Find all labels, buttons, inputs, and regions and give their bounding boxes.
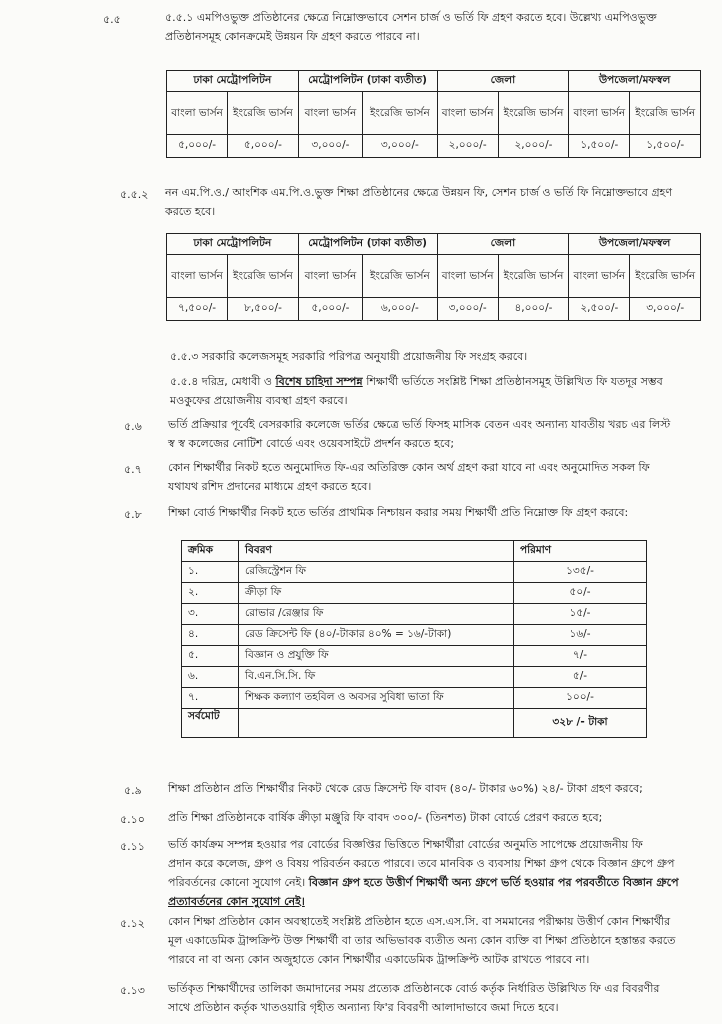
table-subheader: ইংরেজি ভার্সন: [498, 92, 569, 135]
table-cell: ৭.: [182, 688, 239, 709]
table-cell: ২,০০০/-: [437, 135, 498, 158]
paragraph-line: মওকুফের প্রয়োজনীয় ব্যবস্থা গ্রহণ করবে।: [170, 394, 348, 407]
paragraph-5-7: [168, 458, 708, 496]
table-header: মেট্রোপলিটন (ঢাকা ব্যতীত): [298, 234, 437, 255]
table-cell: ১০০/-: [514, 688, 647, 709]
table-cell: ১,৫০০/-: [569, 135, 630, 158]
table-row: [182, 604, 647, 625]
table-cell: ২,৫০০/-: [569, 298, 630, 321]
table-row: [182, 688, 647, 709]
paragraph-5-11: [168, 835, 708, 911]
paragraph-5-10: প্রতি শিক্ষা প্রতিষ্ঠানকে বার্ষিক ক্রীড়া মঞ্জুরি ফি বাবদ ৩০০/- (তিনশত) টাকা বোর্ডে প্রেরণ করতে হবে;: [168, 811, 603, 824]
table-cell: ৩,০০০/-: [630, 298, 701, 321]
table-cell: রেড ক্রিসেন্ট ফি (৪০/-টাকার ৪০% = ১৬/-টাকা): [239, 625, 514, 646]
paragraph-5-13: [168, 979, 708, 1017]
table-subheader: বাংলা ভার্সন: [569, 255, 630, 298]
subsection-number: ৫.৫.১: [165, 11, 194, 24]
table-subheader: বাংলা ভার্সন: [437, 255, 498, 298]
section-number: ৫.১১: [120, 840, 145, 853]
table-cell: ৪.: [182, 625, 239, 646]
table-cell: ২.: [182, 583, 239, 604]
total-value: ৩২৮ /- টাকা: [514, 709, 647, 738]
table-subheader: বাংলা ভার্সন: [437, 92, 498, 135]
table-header: ক্রমিক: [182, 541, 239, 562]
emphasis-text: বিজ্ঞান গ্রুপ হতে উত্তীর্ণ শিক্ষার্থী অন্য গ্রুপে ভর্তি হওয়ার পর পরবর্তীতে বিজ্ঞান গ্রুপে: [308, 876, 679, 889]
table-cell: ৪,০০০/-: [498, 298, 569, 321]
table-header: উপজেলা/মফস্বল: [569, 234, 701, 255]
section-number: ৫.৫: [103, 13, 121, 26]
table-cell: ৬,০০০/-: [363, 298, 437, 321]
table-header: পরিমাণ: [514, 541, 647, 562]
table-cell: ৬.: [182, 667, 239, 688]
board-fee-table: [181, 540, 647, 738]
table-subheader: বাংলা ভার্সন: [298, 92, 362, 135]
table-cell: ৫০/-: [514, 583, 647, 604]
paragraph-line: ভর্তিকৃত শিক্ষার্থীদের তালিকা জমাদানের সময় প্রত্যেক প্রতিষ্ঠানকে বোর্ড কর্তৃক নির্ধারিত উল্লিখিত ফি এর বিবরণীর: [168, 982, 660, 995]
paragraph-line: কোন শিক্ষার্থীর নিকট হতে অনুমোদিত ফি-এর অতিরিক্ত কোন অর্থ গ্রহণ করা যাবে না এবং অনুমোদিত সকল ফি: [168, 461, 650, 474]
paragraph-5-5-1: [165, 8, 705, 46]
paragraph-line: স্ব স্ব কলেজের নোটিশ বোর্ডে এবং ওয়েবসাইটে প্রদর্শন করতে হবে;: [168, 437, 455, 450]
table-subheader: ইংরেজি ভার্সন: [498, 255, 569, 298]
table-subheader: ইংরেজি ভার্সন: [630, 92, 701, 135]
table-cell: ১৫/-: [514, 604, 647, 625]
table-subheader: বাংলা ভার্সন: [298, 255, 362, 298]
table-cell: ১৬/-: [514, 625, 647, 646]
section-number: ৫.১৩: [120, 984, 145, 997]
paragraph-text: পরিবর্তনের কোনো সুযোগ নেই।: [168, 876, 309, 889]
paragraph-line: করতে হবে।: [165, 205, 216, 218]
table-cell: ক্রীড়া ফি: [239, 583, 514, 604]
table-header: জেলা: [437, 234, 569, 255]
paragraph-line: যথাযথ রশিদ প্রদানের মাধ্যমে গ্রহণ করতে হবে।: [168, 480, 372, 493]
table-cell: বিজ্ঞান ও প্রযুক্তি ফি: [239, 646, 514, 667]
table-header: ঢাকা মেট্রোপলিটন: [167, 71, 299, 92]
table-cell: ১৩৫/-: [514, 562, 647, 583]
table-header: বিবরণ: [239, 541, 514, 562]
table-cell: ১,৫০০/-: [630, 135, 701, 158]
table-cell: ৩,০০০/-: [298, 135, 362, 158]
table-cell: ৫,০০০/-: [167, 135, 228, 158]
paragraph-line: প্রদান করে কলেজ, গ্রুপ ও বিষয় পরিবর্তন করতে পারবে। তবে মানবিক ও ব্যবসায় শিক্ষা গ্রুপ থেকে বিজ্ঞান গ্রুপে গ্রুপ: [168, 857, 675, 870]
table-cell: [239, 709, 514, 738]
table-subheader: ইংরেজি ভার্সন: [363, 255, 437, 298]
table-row: [182, 625, 647, 646]
section-number: ৫.১০: [120, 813, 145, 826]
table-subheader: বাংলা ভার্সন: [167, 92, 228, 135]
fee-table-non-mpo: [166, 233, 701, 321]
paragraph-line: নন এম.পি.ও./ আংশিক এম.পি.ও.ভুক্ত শিক্ষা প্রতিষ্ঠানের ক্ষেত্রে উন্নয়ন ফি, সেশন চার্জ ও ভর্তি ফি নিম্নোক্তভাবে গ্রহণ: [165, 186, 672, 199]
total-row: [182, 709, 647, 738]
table-cell: বি.এন.সি.সি. ফি: [239, 667, 514, 688]
paragraph-5-5-3: ৫.৫.৩ সরকারি কলেজসমূহ সরকারি পরিপত্র অনুযায়ী প্রয়োজনীয় ফি সংগ্রহ করবে।: [170, 350, 528, 363]
table-subheader: ইংরেজি ভার্সন: [228, 92, 299, 135]
fee-table-mpo: [166, 70, 701, 158]
table-cell: ১.: [182, 562, 239, 583]
paragraph-text: ৫.৫.৪ দরিদ্র, মেধাবী ও: [170, 375, 276, 388]
paragraph-5-8: শিক্ষা বোর্ড শিক্ষার্থীর নিকট হতে ভর্তির প্রাথমিক নিশ্চায়ন করার সময় শিক্ষার্থী প্রতি নিম্নোক্ত ফি গ্রহণ করবে:: [168, 506, 629, 519]
table-row: [182, 562, 647, 583]
table-subheader: ইংরেজি ভার্সন: [228, 255, 299, 298]
paragraph-line: পারবে না বা অন্য কোন অজুহাতে কোন শিক্ষার্থীর একাডেমিক ট্রান্সক্রিপ্ট আটক রাখতে পারবে না।: [168, 953, 590, 966]
total-label: সর্বমোট: [182, 709, 239, 738]
table-subheader: বাংলা ভার্সন: [167, 255, 228, 298]
table-header: জেলা: [437, 71, 569, 92]
table-cell: ৩.: [182, 604, 239, 625]
table-subheader: বাংলা ভার্সন: [569, 92, 630, 135]
emphasis-text: বিশেষ চাহিদা সম্পন্ন: [275, 375, 363, 388]
paragraph-line: প্রতিষ্ঠানসমূহ কোনক্রমেই উন্নয়ন ফি গ্রহণ করতে পারবে না।: [165, 30, 420, 43]
paragraph-line: সাথে প্রতিষ্ঠান কর্তৃক খাতওয়ারি গৃহীত অন্যান্য ফি'র বিবরণী আলাদাভাবে জমা দিতে হবে।: [168, 1001, 559, 1014]
table-subheader: ইংরেজি ভার্সন: [630, 255, 701, 298]
table-header: উপজেলা/মফস্বল: [569, 71, 701, 92]
table-subheader: ইংরেজি ভার্সন: [363, 92, 437, 135]
section-number: ৫.৫.২: [120, 188, 149, 201]
paragraph-line: মূল একাডেমিক ট্রান্সক্রিপ্ট উক্ত শিক্ষার্থী বা তার অভিভাবক ব্যতীত অন্য কোন ব্যক্তি বা শিক্ষা প্রতিষ্ঠানে হস্তান্তর করতে: [168, 934, 676, 947]
section-number: ৫.৯: [124, 784, 142, 797]
table-cell: রোভার /রেঞ্জার ফি: [239, 604, 514, 625]
table-cell: ৮,৫০০/-: [228, 298, 299, 321]
table-cell: ৩,০০০/-: [437, 298, 498, 321]
table-cell: ৫,০০০/-: [298, 298, 362, 321]
table-row: [182, 667, 647, 688]
paragraph-line: কোন শিক্ষা প্রতিষ্ঠান কোন অবস্থাতেই সংশ্লিষ্ট প্রতিষ্ঠান হতে এস.এস.সি. বা সমমানের পরীক্ষায় উত্তীর্ণ কোন শিক্ষার্থীর: [168, 915, 671, 928]
table-cell: ৭/-: [514, 646, 647, 667]
table-cell: ৫/-: [514, 667, 647, 688]
table-header: ঢাকা মেট্রোপলিটন: [167, 234, 299, 255]
paragraph-5-6: [168, 415, 708, 453]
table-cell: ২,০০০/-: [498, 135, 569, 158]
paragraph-line: ভর্তি প্রক্রিয়ার পূর্বেই বেসরকারি কলেজে ভর্তির ক্ষেত্রে ভর্তি ফিসহ মাসিক বেতন এবং অন্যান্য যাবতীয় খরচ এর লিস্ট: [168, 418, 671, 431]
paragraph-5-5-4: [170, 372, 705, 410]
section-number: ৫.৬: [124, 420, 142, 433]
table-row: [182, 646, 647, 667]
paragraph-5-9: শিক্ষা প্রতিষ্ঠান প্রতি শিক্ষার্থীর নিকট থেকে রেড ক্রিসেন্ট ফি বাবদ (৪০/- টাকার ৬০%) ২৪/- টাকা গ্রহণ করবে;: [168, 782, 643, 795]
paragraph-line: ভর্তি কার্যক্রম সম্পন্ন হওয়ার পর বোর্ডের বিজ্ঞপ্তির ভিত্তিতে শিক্ষার্থীরা বোর্ডের অনুমতি সাপেক্ষে প্রয়োজনীয় ফি: [168, 838, 643, 851]
emphasis-text: প্রত্যাবর্তনের কোন সুযোগ নেই।: [168, 895, 305, 908]
paragraph-5-5-2: [165, 183, 705, 221]
table-cell: ৫,০০০/-: [228, 135, 299, 158]
paragraph-5-12: [168, 912, 708, 969]
table-row: [182, 583, 647, 604]
section-number: ৫.৭: [124, 463, 142, 476]
paragraph-line: এমপিওভুক্ত প্রতিষ্ঠানের ক্ষেত্রে নিম্নোক্তভাবে সেশন চার্জ ও ভর্তি ফি গ্রহণ করতে হবে। উল্লেখ্য এমপিওভুক্ত: [196, 11, 657, 24]
table-cell: রেজিস্ট্রেশন ফি: [239, 562, 514, 583]
table-header: মেট্রোপলিটন (ঢাকা ব্যতীত): [298, 71, 437, 92]
table-cell: ৫.: [182, 646, 239, 667]
table-cell: শিক্ষক কল্যাণ তহবিল ও অবসর সুবিধা ভাতা ফি: [239, 688, 514, 709]
table-cell: ৭,৫০০/-: [167, 298, 228, 321]
table-cell: ৩,০০০/-: [363, 135, 437, 158]
section-number: ৫.১২: [120, 917, 145, 930]
section-number: ৫.৮: [124, 508, 142, 521]
paragraph-text: শিক্ষার্থী ভর্তিতে সংশ্লিষ্ট শিক্ষা প্রতিষ্ঠানসমূহ উল্লিখিত ফি যতদূর সম্ভব: [362, 375, 663, 388]
